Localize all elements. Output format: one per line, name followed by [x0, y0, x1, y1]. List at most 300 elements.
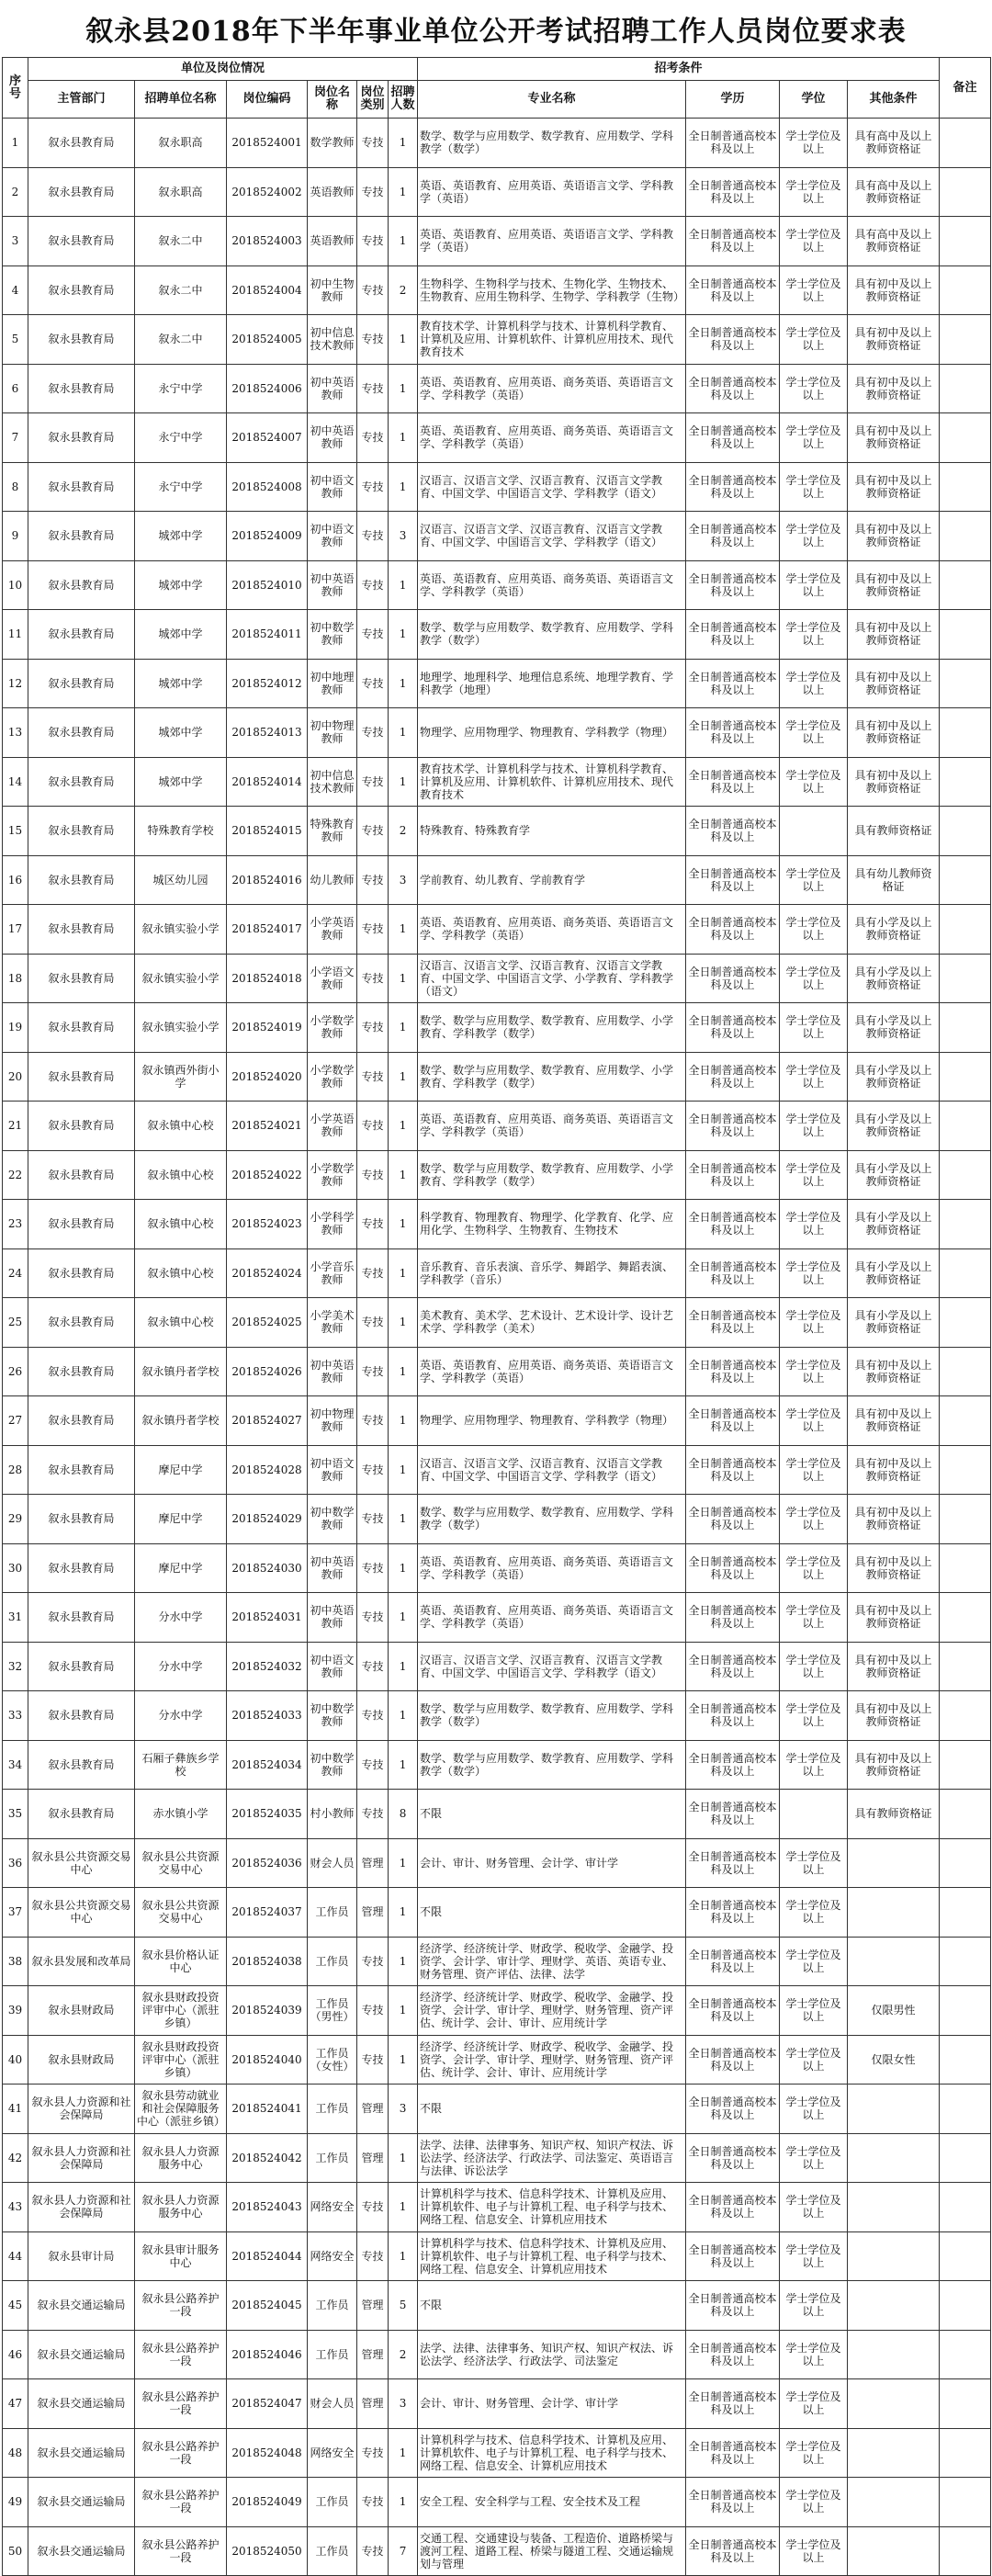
- cell-dept: 叙永县交通运输局: [28, 2330, 135, 2379]
- cell-degree: 学士学位及以上: [780, 1593, 848, 1643]
- cell-other: 具有小学及以上教师资格证: [848, 1298, 940, 1348]
- cell-edu: 全日制普通高校本科及以上: [686, 512, 780, 561]
- table-row: [3, 1937, 991, 1986]
- cell-edu: 全日制普通高校本科及以上: [686, 855, 780, 905]
- cell-remark: [940, 2085, 991, 2134]
- cell-degree: 学士学位及以上: [780, 610, 848, 660]
- cell-other: 具有幼儿教师资格证: [848, 855, 940, 905]
- cell-other: 具有教师资格证: [848, 807, 940, 856]
- header-type: 岗位类别: [357, 81, 389, 119]
- cell-other: 具有初中及以上教师资格证: [848, 1642, 940, 1691]
- cell-remark: [940, 2035, 991, 2085]
- cell-edu: 全日制普通高校本科及以上: [686, 1691, 780, 1741]
- cell-num: 1: [389, 1986, 418, 2036]
- cell-dept: 叙永县教育局: [28, 1102, 135, 1151]
- cell-type: 管理: [357, 2133, 389, 2183]
- cell-num: 3: [389, 512, 418, 561]
- table-row: [3, 1543, 991, 1593]
- cell-degree: 学士学位及以上: [780, 1543, 848, 1593]
- cell-degree: 学士学位及以上: [780, 2183, 848, 2232]
- cell-unit: 摩尼中学: [135, 1495, 227, 1544]
- cell-major: 数学、数学与应用数学、数学教育、应用数学、小学教育、学科教学（数学）: [418, 1003, 686, 1053]
- cell-seq: 11: [3, 610, 28, 660]
- cell-degree: 学士学位及以上: [780, 167, 848, 217]
- cell-remark: [940, 807, 991, 856]
- cell-seq: 8: [3, 462, 28, 512]
- cell-unit: 叙永镇实验小学: [135, 954, 227, 1003]
- cell-major: 数学、数学与应用数学、数学教育、应用数学、学科教学（数学）: [418, 119, 686, 168]
- cell-seq: 9: [3, 512, 28, 561]
- cell-remark: [940, 413, 991, 463]
- cell-unit: 叙永县公路养护一段: [135, 2330, 227, 2379]
- cell-code: 2018524008: [227, 462, 308, 512]
- cell-num: 1: [389, 2231, 418, 2281]
- cell-num: 1: [389, 1937, 418, 1986]
- cell-post-name: 小学科学教师: [308, 1200, 357, 1249]
- cell-type: 专技: [357, 1298, 389, 1348]
- cell-dept: 叙永县交通运输局: [28, 2526, 135, 2576]
- cell-edu: 全日制普通高校本科及以上: [686, 1150, 780, 1200]
- cell-type: 专技: [357, 954, 389, 1003]
- cell-remark: [940, 1102, 991, 1151]
- cell-edu: 全日制普通高校本科及以上: [686, 1298, 780, 1348]
- cell-unit: 永宁中学: [135, 364, 227, 413]
- cell-remark: [940, 1150, 991, 1200]
- cell-dept: 叙永县教育局: [28, 1691, 135, 1741]
- cell-num: 5: [389, 2281, 418, 2331]
- cell-degree: 学士学位及以上: [780, 315, 848, 365]
- cell-seq: 50: [3, 2526, 28, 2576]
- cell-edu: 全日制普通高校本科及以上: [686, 2526, 780, 2576]
- cell-code: 2018524045: [227, 2281, 308, 2331]
- cell-major: 英语、英语教育、应用英语、商务英语、英语语言文学、学科教学（英语）: [418, 1347, 686, 1396]
- cell-unit: 叙永县人力资源服务中心: [135, 2183, 227, 2232]
- cell-unit: 叙永县公路养护一段: [135, 2379, 227, 2429]
- cell-unit: 分水中学: [135, 1593, 227, 1643]
- cell-degree: 学士学位及以上: [780, 560, 848, 610]
- cell-seq: 45: [3, 2281, 28, 2331]
- cell-type: 管理: [357, 1888, 389, 1938]
- table-row: [3, 1691, 991, 1741]
- cell-unit: 叙永县公共资源交易中心: [135, 1888, 227, 1938]
- cell-dept: 叙永县教育局: [28, 512, 135, 561]
- cell-unit: 特殊教育学校: [135, 807, 227, 856]
- cell-unit: 城郊中学: [135, 659, 227, 708]
- cell-seq: 37: [3, 1888, 28, 1938]
- cell-edu: 全日制普通高校本科及以上: [686, 560, 780, 610]
- cell-post-name: 初中信息技术教师: [308, 315, 357, 365]
- cell-unit: 城郊中学: [135, 512, 227, 561]
- header-other: 其他条件: [848, 81, 940, 119]
- cell-dept: 叙永县教育局: [28, 560, 135, 610]
- cell-post-name: 初中英语教师: [308, 364, 357, 413]
- cell-type: 专技: [357, 560, 389, 610]
- cell-seq: 3: [3, 217, 28, 266]
- cell-major: 英语、英语教育、应用英语、商务英语、英语语言文学、学科教学（英语）: [418, 1102, 686, 1151]
- cell-type: 专技: [357, 217, 389, 266]
- cell-edu: 全日制普通高校本科及以上: [686, 2133, 780, 2183]
- cell-seq: 39: [3, 1986, 28, 2036]
- cell-remark: [940, 1543, 991, 1593]
- cell-code: 2018524013: [227, 708, 308, 758]
- cell-num: 1: [389, 413, 418, 463]
- cell-code: 2018524001: [227, 119, 308, 168]
- cell-code: 2018524044: [227, 2231, 308, 2281]
- cell-edu: 全日制普通高校本科及以上: [686, 1102, 780, 1151]
- cell-code: 2018524005: [227, 315, 308, 365]
- cell-type: 专技: [357, 1790, 389, 1839]
- cell-major: 科学教育、物理教育、物理学、化学教育、化学、应用化学、生物科学、生物教育、生物技术: [418, 1200, 686, 1249]
- cell-post-name: 小学数学教师: [308, 1150, 357, 1200]
- cell-num: 1: [389, 1347, 418, 1396]
- cell-type: 专技: [357, 1642, 389, 1691]
- cell-code: 2018524023: [227, 1200, 308, 1249]
- table-row: [3, 1495, 991, 1544]
- cell-unit: 叙永镇中心校: [135, 1200, 227, 1249]
- cell-seq: 26: [3, 1347, 28, 1396]
- cell-remark: [940, 1052, 991, 1102]
- cell-type: 管理: [357, 2281, 389, 2331]
- cell-unit: 叙永镇中心校: [135, 1150, 227, 1200]
- cell-remark: [940, 1347, 991, 1396]
- cell-remark: [940, 315, 991, 365]
- table-row: [3, 2428, 991, 2478]
- cell-degree: 学士学位及以上: [780, 1691, 848, 1741]
- cell-seq: 48: [3, 2428, 28, 2478]
- table-row: [3, 167, 991, 217]
- cell-edu: 全日制普通高校本科及以上: [686, 1200, 780, 1249]
- cell-dept: 叙永县审计局: [28, 2231, 135, 2281]
- cell-seq: 6: [3, 364, 28, 413]
- cell-unit: 城区幼儿园: [135, 855, 227, 905]
- cell-edu: 全日制普通高校本科及以上: [686, 1740, 780, 1790]
- cell-post-name: 初中数学教师: [308, 1740, 357, 1790]
- cell-post-name: 初中物理教师: [308, 1396, 357, 1446]
- cell-degree: 学士学位及以上: [780, 2330, 848, 2379]
- cell-num: 1: [389, 2478, 418, 2527]
- cell-type: 专技: [357, 1937, 389, 1986]
- cell-edu: 全日制普通高校本科及以上: [686, 1248, 780, 1298]
- cell-unit: 叙永镇中心校: [135, 1248, 227, 1298]
- cell-unit: 叙永县公路养护一段: [135, 2281, 227, 2331]
- cell-seq: 18: [3, 954, 28, 1003]
- cell-code: 2018524004: [227, 266, 308, 315]
- cell-seq: 7: [3, 413, 28, 463]
- cell-code: 2018524014: [227, 757, 308, 807]
- cell-code: 2018524038: [227, 1937, 308, 1986]
- cell-major: 计算机科学与技术、信息科学技术、计算机及应用、计算机软件、电子与计算机工程、电子科学与技术、网络工程、信息安全、计算机应用技术: [418, 2183, 686, 2232]
- cell-edu: 全日制普通高校本科及以上: [686, 905, 780, 955]
- cell-remark: [940, 2183, 991, 2232]
- cell-post-name: 初中英语教师: [308, 1347, 357, 1396]
- cell-unit: 叙永镇中心校: [135, 1102, 227, 1151]
- cell-major: 特殊教育、特殊教育学: [418, 807, 686, 856]
- cell-code: 2018524019: [227, 1003, 308, 1053]
- cell-num: 1: [389, 1003, 418, 1053]
- cell-degree: 学士学位及以上: [780, 1937, 848, 1986]
- cell-unit: 赤水镇小学: [135, 1790, 227, 1839]
- cell-other: 具有初中及以上教师资格证: [848, 1543, 940, 1593]
- cell-major: 英语、英语教育、应用英语、商务英语、英语语言文学、学科教学（英语）: [418, 364, 686, 413]
- cell-dept: 叙永县教育局: [28, 1445, 135, 1495]
- cell-post-name: 英语教师: [308, 217, 357, 266]
- cell-other: 具有初中及以上教师资格证: [848, 659, 940, 708]
- cell-seq: 33: [3, 1691, 28, 1741]
- cell-seq: 4: [3, 266, 28, 315]
- cell-unit: 叙永县公共资源交易中心: [135, 1838, 227, 1888]
- cell-edu: 全日制普通高校本科及以上: [686, 266, 780, 315]
- cell-major: 数学、数学与应用数学、数学教育、应用数学、小学教育、学科教学（数学）: [418, 1052, 686, 1102]
- cell-num: 2: [389, 2330, 418, 2379]
- cell-unit: 城郊中学: [135, 610, 227, 660]
- cell-unit: 叙永县人力资源服务中心: [135, 2133, 227, 2183]
- cell-post-name: 初中语文教师: [308, 462, 357, 512]
- cell-post-name: 工作员: [308, 2478, 357, 2527]
- cell-type: 专技: [357, 659, 389, 708]
- cell-edu: 全日制普通高校本科及以上: [686, 1593, 780, 1643]
- cell-type: 专技: [357, 413, 389, 463]
- cell-edu: 全日制普通高校本科及以上: [686, 315, 780, 365]
- cell-dept: 叙永县教育局: [28, 1790, 135, 1839]
- cell-type: 专技: [357, 364, 389, 413]
- cell-remark: [940, 2428, 991, 2478]
- cell-unit: 叙永镇中心校: [135, 1298, 227, 1348]
- cell-remark: [940, 1838, 991, 1888]
- cell-seq: 21: [3, 1102, 28, 1151]
- cell-num: 1: [389, 1102, 418, 1151]
- cell-other: [848, 2231, 940, 2281]
- cell-post-name: 小学音乐教师: [308, 1248, 357, 1298]
- cell-type: 专技: [357, 1150, 389, 1200]
- cell-dept: 叙永县教育局: [28, 757, 135, 807]
- recruitment-table: [2, 57, 991, 2576]
- table-row: [3, 659, 991, 708]
- table-row: [3, 2281, 991, 2331]
- cell-code: 2018524020: [227, 1052, 308, 1102]
- cell-remark: [940, 2478, 991, 2527]
- cell-seq: 5: [3, 315, 28, 365]
- cell-edu: 全日制普通高校本科及以上: [686, 1642, 780, 1691]
- cell-edu: 全日制普通高校本科及以上: [686, 167, 780, 217]
- cell-major: 物理学、应用物理学、物理教育、学科教学（物理）: [418, 1396, 686, 1446]
- cell-dept: 叙永县财政局: [28, 1986, 135, 2036]
- cell-remark: [940, 757, 991, 807]
- cell-dept: 叙永县教育局: [28, 1200, 135, 1249]
- cell-seq: 2: [3, 167, 28, 217]
- table-row: [3, 364, 991, 413]
- cell-post-name: 英语教师: [308, 167, 357, 217]
- cell-remark: [940, 1593, 991, 1643]
- cell-other: 具有初中及以上教师资格证: [848, 1740, 940, 1790]
- cell-degree: 学士学位及以上: [780, 2526, 848, 2576]
- cell-type: 专技: [357, 905, 389, 955]
- cell-degree: 学士学位及以上: [780, 954, 848, 1003]
- cell-code: 2018524024: [227, 1248, 308, 1298]
- cell-num: 1: [389, 1543, 418, 1593]
- cell-remark: [940, 462, 991, 512]
- cell-degree: 学士学位及以上: [780, 855, 848, 905]
- cell-num: 7: [389, 2526, 418, 2576]
- cell-dept: 叙永县教育局: [28, 659, 135, 708]
- cell-major: 美术教育、美术学、艺术设计、艺术设计学、设计艺术学、学科教学（美术）: [418, 1298, 686, 1348]
- cell-unit: 城郊中学: [135, 708, 227, 758]
- cell-degree: 学士学位及以上: [780, 1003, 848, 1053]
- cell-remark: [940, 119, 991, 168]
- cell-major: 地理学、地理科学、地理信息系统、地理学教育、学科教学（地理）: [418, 659, 686, 708]
- table-row: [3, 2478, 991, 2527]
- cell-other: [848, 2183, 940, 2232]
- table-row: [3, 1740, 991, 1790]
- cell-edu: 全日制普通高校本科及以上: [686, 757, 780, 807]
- cell-unit: 石厢子彝族乡学校: [135, 1740, 227, 1790]
- cell-seq: 13: [3, 708, 28, 758]
- cell-remark: [940, 1740, 991, 1790]
- cell-unit: 叙永镇实验小学: [135, 1003, 227, 1053]
- cell-unit: 叙永县劳动就业和社会保障服务中心（派驻乡镇）: [135, 2085, 227, 2134]
- cell-major: 生物科学、生物科学与技术、生物化学、生物技术、生物教育、应用生物科学、生物学、学科教学（生物）: [418, 266, 686, 315]
- cell-unit: 叙永二中: [135, 315, 227, 365]
- cell-seq: 36: [3, 1838, 28, 1888]
- cell-seq: 43: [3, 2183, 28, 2232]
- cell-seq: 38: [3, 1937, 28, 1986]
- cell-dept: 叙永县教育局: [28, 167, 135, 217]
- cell-post-name: 初中英语教师: [308, 1593, 357, 1643]
- cell-code: 2018524012: [227, 659, 308, 708]
- cell-code: 2018524032: [227, 1642, 308, 1691]
- cell-type: 专技: [357, 757, 389, 807]
- cell-seq: 28: [3, 1445, 28, 1495]
- cell-remark: [940, 1888, 991, 1938]
- cell-post-name: 工作员（女性）: [308, 2035, 357, 2085]
- cell-degree: 学士学位及以上: [780, 708, 848, 758]
- cell-major: 不限: [418, 2281, 686, 2331]
- cell-seq: 32: [3, 1642, 28, 1691]
- table-row: [3, 217, 991, 266]
- cell-dept: 叙永县教育局: [28, 364, 135, 413]
- cell-code: 2018524017: [227, 905, 308, 955]
- cell-remark: [940, 217, 991, 266]
- cell-major: 数学、数学与应用数学、数学教育、应用数学、小学教育、学科教学（数学）: [418, 1150, 686, 1200]
- cell-remark: [940, 1937, 991, 1986]
- cell-num: 1: [389, 1150, 418, 1200]
- cell-unit: 叙永县财政投资评审中心（派驻乡镇）: [135, 2035, 227, 2085]
- cell-dept: 叙永县教育局: [28, 1052, 135, 1102]
- cell-degree: 学士学位及以上: [780, 462, 848, 512]
- cell-post-name: 小学英语教师: [308, 1102, 357, 1151]
- cell-code: 2018524042: [227, 2133, 308, 2183]
- cell-dept: 叙永县教育局: [28, 954, 135, 1003]
- cell-other: 具有小学及以上教师资格证: [848, 1150, 940, 1200]
- table-row: [3, 610, 991, 660]
- header-cond-group: 招考条件: [418, 58, 940, 81]
- cell-num: 8: [389, 1790, 418, 1839]
- cell-num: 1: [389, 1248, 418, 1298]
- table-row: [3, 1102, 991, 1151]
- cell-dept: 叙永县财政局: [28, 2035, 135, 2085]
- cell-code: 2018524050: [227, 2526, 308, 2576]
- cell-degree: 学士学位及以上: [780, 659, 848, 708]
- cell-type: 专技: [357, 1248, 389, 1298]
- cell-degree: 学士学位及以上: [780, 1986, 848, 2036]
- cell-post-name: 财会人员: [308, 2379, 357, 2429]
- cell-edu: 全日制普通高校本科及以上: [686, 413, 780, 463]
- cell-code: 2018524011: [227, 610, 308, 660]
- cell-edu: 全日制普通高校本科及以上: [686, 1790, 780, 1839]
- cell-degree: 学士学位及以上: [780, 413, 848, 463]
- cell-post-name: 特殊教育教师: [308, 807, 357, 856]
- cell-dept: 叙永县教育局: [28, 217, 135, 266]
- cell-major: 会计、审计、财务管理、会计学、审计学: [418, 2379, 686, 2429]
- cell-post-name: 工作员: [308, 2281, 357, 2331]
- cell-post-name: 幼儿教师: [308, 855, 357, 905]
- cell-code: 2018524016: [227, 855, 308, 905]
- cell-code: 2018524003: [227, 217, 308, 266]
- cell-major: 英语、英语教育、应用英语、商务英语、英语语言文学、学科教学（英语）: [418, 905, 686, 955]
- cell-major: 不限: [418, 1888, 686, 1938]
- cell-type: 专技: [357, 2183, 389, 2232]
- cell-remark: [940, 1248, 991, 1298]
- cell-type: 专技: [357, 462, 389, 512]
- cell-num: 1: [389, 659, 418, 708]
- cell-post-name: 初中生物教师: [308, 266, 357, 315]
- cell-post-name: 初中英语教师: [308, 1543, 357, 1593]
- table-row: [3, 954, 991, 1003]
- cell-unit: 叙永县公路养护一段: [135, 2428, 227, 2478]
- cell-other: 具有教师资格证: [848, 1790, 940, 1839]
- cell-unit: 永宁中学: [135, 413, 227, 463]
- cell-type: 专技: [357, 167, 389, 217]
- cell-code: 2018524021: [227, 1102, 308, 1151]
- cell-major: 汉语言、汉语言文学、汉语言教育、汉语言文学教育、中国文学、中国语言文学、小学教育、学科教学（语文）: [418, 954, 686, 1003]
- table-row: [3, 1052, 991, 1102]
- table-row: [3, 1642, 991, 1691]
- header-name: 岗位名称: [308, 81, 357, 119]
- cell-other: 具有初中及以上教师资格证: [848, 1347, 940, 1396]
- cell-type: 专技: [357, 1200, 389, 1249]
- cell-dept: 叙永县教育局: [28, 119, 135, 168]
- cell-type: 专技: [357, 1740, 389, 1790]
- cell-major: 英语、英语教育、应用英语、商务英语、英语语言文学、学科教学（英语）: [418, 413, 686, 463]
- cell-major: 经济学、经济统计学、财政学、税收学、金融学、投资学、会计学、审计学、理财学、英语、英语专业、财务管理、资产评估、法律、法学: [418, 1937, 686, 1986]
- cell-unit: 叙永县审计服务中心: [135, 2231, 227, 2281]
- cell-unit: 分水中学: [135, 1691, 227, 1741]
- cell-seq: 42: [3, 2133, 28, 2183]
- cell-other: 具有初中及以上教师资格证: [848, 266, 940, 315]
- cell-dept: 叙永县教育局: [28, 266, 135, 315]
- cell-type: 专技: [357, 2478, 389, 2527]
- table-row: [3, 1445, 991, 1495]
- cell-edu: 全日制普通高校本科及以上: [686, 2085, 780, 2134]
- cell-type: 专技: [357, 807, 389, 856]
- cell-edu: 全日制普通高校本科及以上: [686, 1495, 780, 1544]
- cell-major: 英语、英语教育、应用英语、英语语言文学、学科教学（英语）: [418, 217, 686, 266]
- cell-type: 专技: [357, 855, 389, 905]
- cell-num: 1: [389, 1200, 418, 1249]
- cell-unit: 叙永职高: [135, 167, 227, 217]
- table-row: [3, 2526, 991, 2576]
- cell-remark: [940, 1396, 991, 1446]
- cell-dept: 叙永县教育局: [28, 413, 135, 463]
- cell-degree: 学士学位及以上: [780, 1838, 848, 1888]
- cell-major: 经济学、经济统计学、财政学、税收学、金融学、投资学、会计学、审计学、理财学、财务管理、资产评估、统计学、会计、审计、应用统计学: [418, 2035, 686, 2085]
- cell-code: 2018524018: [227, 954, 308, 1003]
- cell-post-name: 初中物理教师: [308, 708, 357, 758]
- header-degree: 学位: [780, 81, 848, 119]
- cell-num: 1: [389, 1052, 418, 1102]
- cell-major: 教育技术学、计算机科学与技术、计算机科学教育、计算机及应用、计算机软件、计算机应用技术、现代教育技术: [418, 315, 686, 365]
- cell-code: 2018524046: [227, 2330, 308, 2379]
- cell-seq: 40: [3, 2035, 28, 2085]
